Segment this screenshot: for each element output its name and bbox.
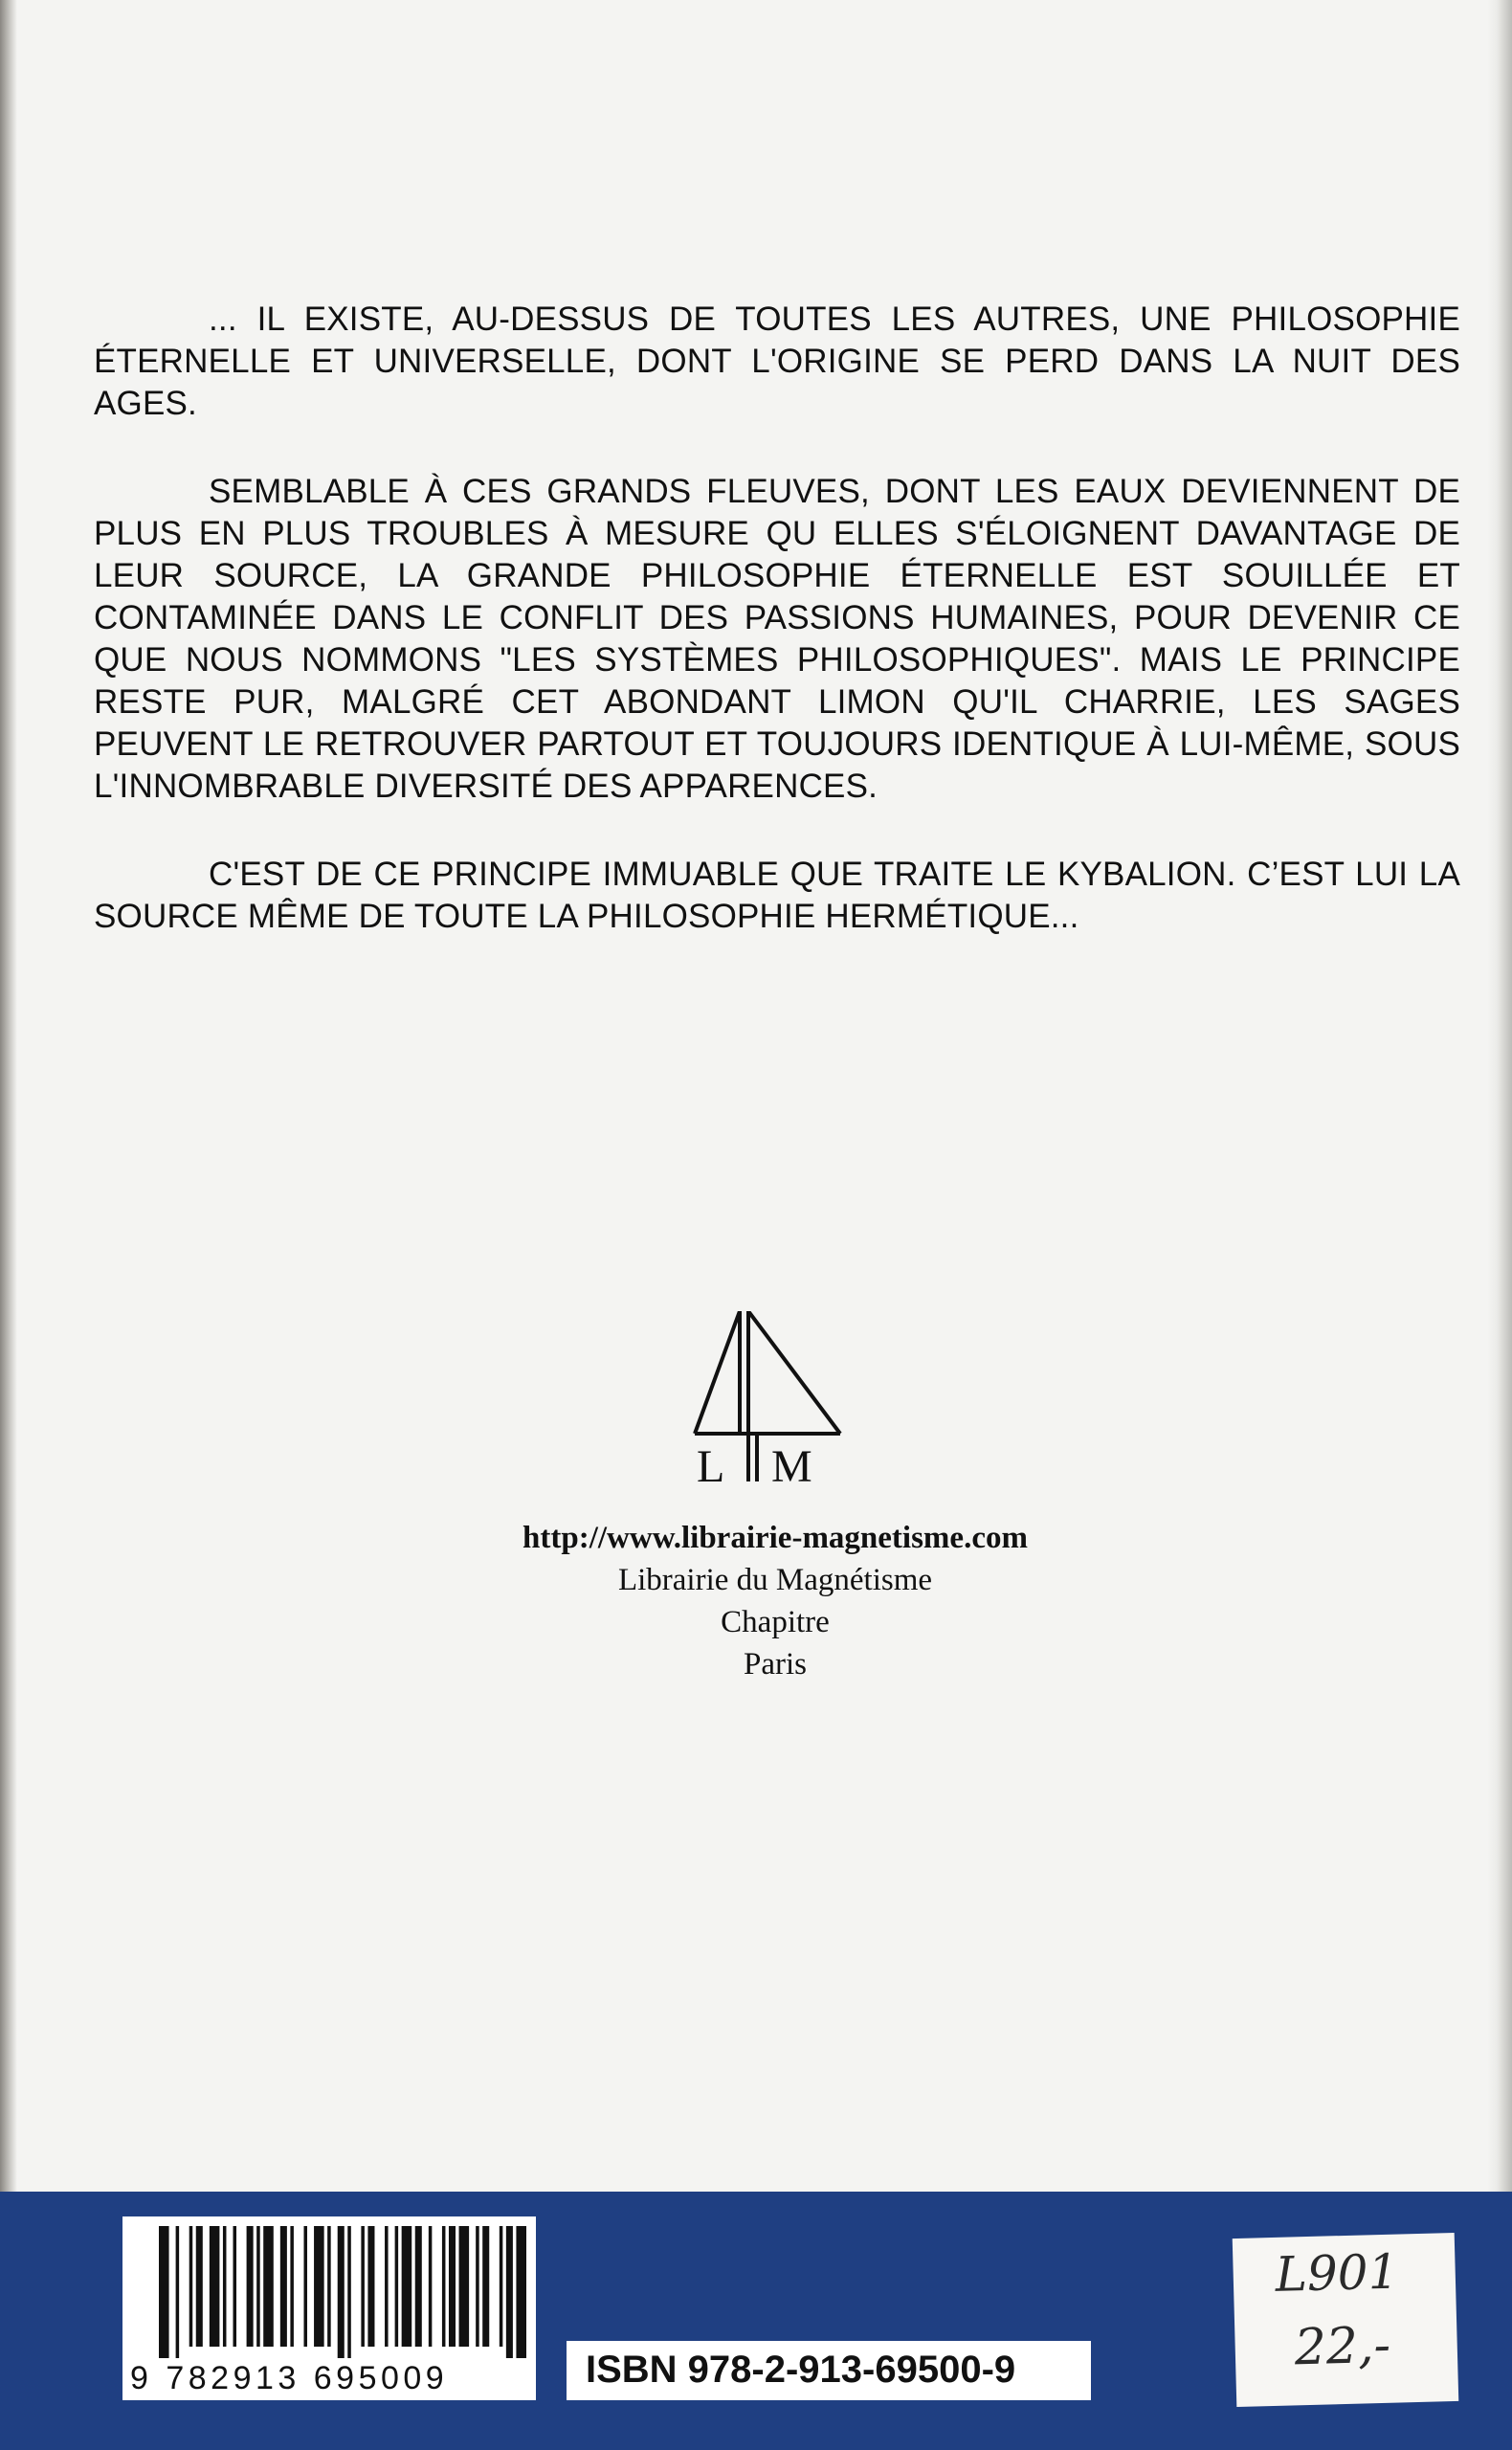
- barcode-bars: [159, 2226, 526, 2358]
- publisher-city: Paris: [744, 1647, 807, 1682]
- barcode-bar: [189, 2226, 193, 2347]
- back-cover-blurb: [94, 299, 1460, 984]
- publisher-imprint: Chapitre: [721, 1605, 830, 1639]
- logo-letter-right: M: [771, 1441, 812, 1492]
- barcode-bar: [314, 2226, 324, 2347]
- barcode-bar: [347, 2226, 351, 2358]
- barcode-digits: 9 782913 695009: [130, 2360, 449, 2396]
- barcode-bar: [327, 2226, 331, 2347]
- barcode-bar: [476, 2226, 479, 2347]
- blurb-paragraph-2: SEMBLABLE À CES GRANDS FLEUVES, DONT LES EAUX DEVIENNENT DE PLUS EN PLUS TROUBLES À MESURE QU ELLES S'ÉLOIGNENT DAVANTAGE DE LEUR SOURCE, LA GRANDE PHILOSOPHIE ÉTERNELLE EST SOUILLÉE ET CONTAMINÉE DANS LE CONFLIT DES PASSIONS HUMAINES, POUR DEVENIR CE QUE NOUS NOMMONS "LES SYSTÈMES PHILOSOPHIQUES". MAIS LE PRINCIPE RESTE PUR, MALGRÉ CET ABONDANT LIMON QU'IL CHARRIE, LES SAGES PEUVENT LE RETROUVER PARTOUT ET TOUJOURS IDENTIQUE À LUI-MÊME, SOUS L'INNOMBRABLE DIVERSITÉ DES APPARENCES.: [94, 473, 1460, 805]
- barcode-bar: [233, 2226, 237, 2347]
- price-sticker: [1233, 2233, 1459, 2407]
- barcode-bar: [256, 2226, 260, 2347]
- barcode-bar: [303, 2226, 307, 2347]
- barcode-bar: [482, 2226, 489, 2347]
- blurb-paragraph-3: C'EST DE CE PRINCIPE IMMUABLE QUE TRAITE LE KYBALION. C’EST LUI LA SOURCE MÊME DE TOUTE LA PHILOSOPHIE HERMÉTIQUE...: [94, 856, 1460, 935]
- barcode-bar: [449, 2226, 456, 2347]
- barcode-bar: [459, 2226, 470, 2347]
- logo-line: [748, 1311, 840, 1434]
- barcode-bar: [429, 2226, 433, 2347]
- publisher-logo-icon: [687, 1311, 850, 1493]
- barcode-bar: [223, 2226, 227, 2347]
- logo-letter-left: L: [697, 1441, 725, 1492]
- barcode-bar: [402, 2226, 412, 2347]
- price-sticker-price: 22,-: [1293, 2316, 1391, 2377]
- barcode-bar: [196, 2226, 203, 2347]
- isbn-number: ISBN 978-2-913-69500-9: [586, 2349, 1016, 2391]
- cover-right-edge: [1487, 0, 1512, 2450]
- barcode-bar: [442, 2226, 446, 2347]
- barcode-bar: [159, 2226, 169, 2358]
- barcode-bar: [506, 2226, 513, 2358]
- barcode-bar: [500, 2226, 503, 2347]
- barcode-bar: [385, 2226, 389, 2347]
- barcode-bar: [280, 2226, 287, 2347]
- barcode: [122, 2216, 536, 2400]
- barcode-bar: [415, 2226, 422, 2347]
- publisher-info: [373, 1517, 1177, 1685]
- barcode-bar: [176, 2226, 180, 2358]
- barcode-bar: [367, 2226, 374, 2347]
- publisher-name: Librairie du Magnétisme: [617, 1563, 933, 1597]
- barcode-bar: [290, 2226, 294, 2347]
- barcode-bar: [247, 2226, 254, 2347]
- barcode-bar: [338, 2226, 345, 2358]
- cover-left-edge: [0, 0, 17, 2450]
- barcode-bar: [210, 2226, 220, 2347]
- logo-line: [695, 1311, 740, 1434]
- isbn-box: [567, 2341, 1091, 2400]
- price-sticker-code: L901: [1274, 2243, 1400, 2303]
- barcode-bar: [516, 2226, 526, 2358]
- barcode-bar: [263, 2226, 274, 2347]
- publisher-url: http://www.librairie-magnetisme.com: [523, 1521, 1028, 1555]
- blurb-paragraph-1: ... IL EXISTE, AU-DESSUS DE TOUTES LES AUTRES, UNE PHILOSOPHIE ÉTERNELLE ET UNIVERSELLE, DONT L'ORIGINE SE PERD DANS LA NUIT DES AGES.: [94, 301, 1460, 422]
- barcode-bar: [361, 2226, 365, 2347]
- barcode-bar: [395, 2226, 399, 2347]
